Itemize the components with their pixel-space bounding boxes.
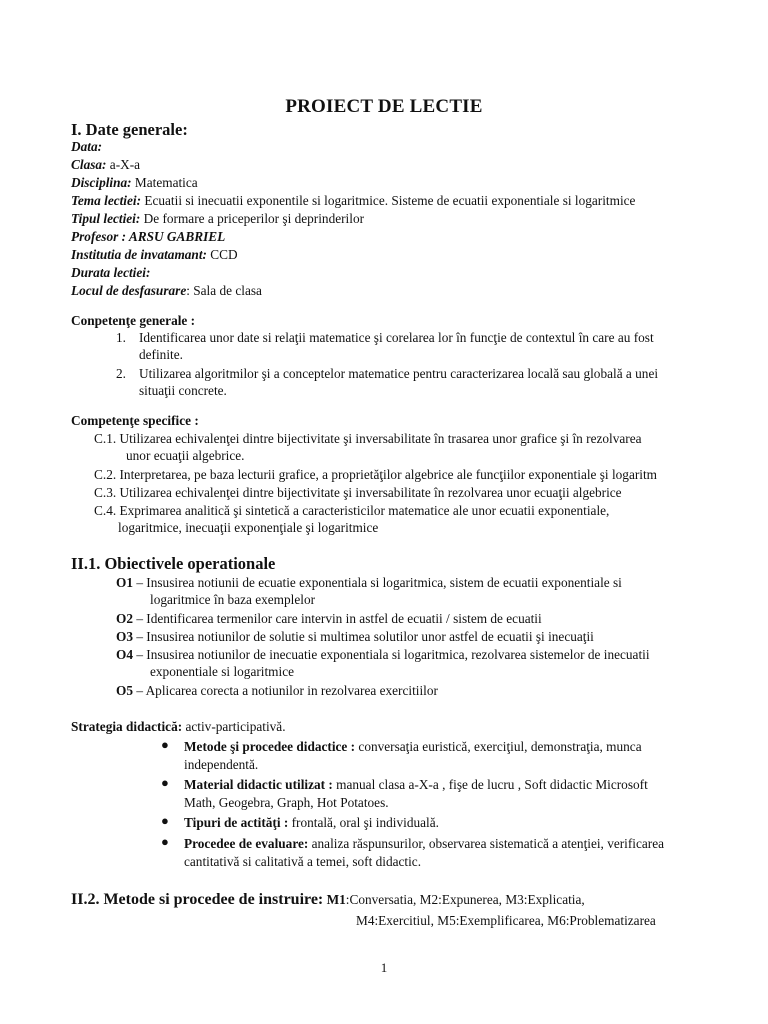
objective-o3: O3 – Insusirea notiunilor de solutie si multimea solutilor unor astfel de ecuatii şi inecuaţii [116, 629, 594, 644]
field-label: Durata lectiei: [71, 265, 151, 280]
bullet-icon: ● [161, 775, 169, 790]
field-locul [71, 282, 262, 299]
methods-heading: II.2. Metode si procedee de instruire: M1:Conversatia, M2:Expunerea, M3:Explicatia, [71, 891, 585, 908]
page-title: PROIECT DE LECTIE [285, 96, 483, 117]
strategy-bullet-continuation: independentă. [184, 757, 259, 772]
objective-o4-continuation: exponentiale si logaritmice [150, 664, 294, 679]
field-data [71, 138, 102, 155]
strategy-bullet-continuation: Math, Geogebra, Graph, Hot Potatoes. [184, 795, 389, 810]
field-label: Tipul lectiei: [71, 211, 141, 226]
field-label: Clasa: [71, 157, 107, 172]
competenta-c1-continuation: unor ecuaţii algebrice. [126, 448, 245, 463]
list-item: Identificarea unor date si relaţii matematice şi corelarea lor în funcţie de contextul în care au fost [139, 330, 654, 345]
strategy-bullet: Material didactic utilizat : manual clasa a-X-a , fişe de lucru , Soft didactic Microsoft [184, 777, 648, 792]
field-value: CCD [206, 247, 238, 262]
competente-generale-heading: Conpetenţe generale : [71, 313, 196, 328]
field-value: : Sala de clasa [186, 283, 262, 298]
field-value: De formare a priceperilor şi deprinderilor [140, 211, 365, 226]
strategy-bullet-continuation: cantitativă si calitativă a temei, soft didactic. [184, 854, 422, 869]
field-tema [71, 192, 635, 209]
bullet-icon: ● [161, 813, 169, 828]
page-number: 1 [380, 960, 388, 975]
field-label: Tema lectiei: [71, 193, 142, 208]
field-disciplina [71, 174, 198, 191]
field-value: a-X-a [106, 157, 141, 172]
objective-o1: O1 – Insusirea notiunii de ecuatie exponentiala si logaritmica, sistem de ecuatii exponentiale si [116, 575, 622, 590]
list-item: Utilizarea algoritmilor şi a conceptelor matematice pentru caracterizarea locală sau globală a unei [139, 366, 659, 381]
objective-o1-continuation: logaritmice în baza exemplelor [150, 592, 316, 607]
strategy-bullet: Metode şi procedee didactice : conversaţia euristică, exerciţiul, demonstraţia, munca [184, 739, 642, 754]
bullet-icon: ● [161, 737, 169, 752]
field-value: Ecuatii si inecuatii exponentile si logaritmice. Sisteme de ecuatii exponentiale si logaritmice [141, 193, 636, 208]
field-institutia [71, 246, 238, 263]
section-heading-date-generale: I. Date generale: [71, 120, 188, 139]
list-item-number: 1. [116, 330, 126, 345]
list-item-continuation: situaţii concrete. [139, 383, 227, 398]
strategy-line: Strategia didactică: activ-participativă. [71, 719, 286, 734]
field-label: Disciplina: [71, 175, 132, 190]
objective-o5: O5 – Aplicarea corecta a notiunilor in rezolvarea exercitiilor [116, 683, 438, 698]
field-value: Matematica [131, 175, 198, 190]
section-heading-obiective: II.1. Obiectivele operationale [71, 554, 276, 573]
objective-o2: O2 – Identificarea termenilor care intervin in astfel de ecuatii / sistem de ecuatii [116, 611, 542, 626]
strategy-bullet: Procedee de evaluare: analiza răspunsurilor, observarea sistematică a atenţiei, verificarea [184, 836, 665, 851]
methods-continuation: M4:Exercitiul, M5:Exemplificarea, M6:Problematizarea [356, 913, 656, 928]
field-clasa [71, 156, 140, 173]
bullet-icon: ● [161, 834, 169, 849]
competente-specifice-heading: Competenţe specifice : [71, 413, 199, 428]
competenta-c1: C.1. Utilizarea echivalenţei dintre bijectivitate şi inversabilitate în trasarea unor grafice şi în rezolvarea [94, 431, 642, 446]
field-durata [71, 264, 150, 281]
objective-o4: O4 – Insusirea notiunilor de inecuatie exponentiala si logaritmica, rezolvarea sistemelor de inecuatii [116, 647, 650, 662]
field-label: Data: [71, 139, 103, 154]
competenta-c4: C.4. Exprimarea analitică şi sintetică a caracteristicilor matematice ale unor ecuatii exponentiale, [94, 503, 610, 518]
competenta-c4-continuation: logaritmice, inecuaţii exponenţiale şi logaritmice [118, 520, 379, 535]
competenta-c2: C.2. Interpretarea, pe baza lecturii grafice, a proprietăţilor algebrice ale funcţiilor exponentiale şi logaritm [94, 467, 658, 482]
field-label: Profesor : ARSU GABRIEL [71, 229, 226, 244]
field-tipul [71, 210, 364, 227]
competenta-c3: C.3. Utilizarea echivalenţei dintre bijectivitate şi inversabilitate în rezolvarea unor ecuaţii algebrice [94, 485, 622, 500]
strategy-bullet: Tipuri de actităţi : frontală, oral şi individuală. [184, 815, 439, 830]
list-item-number: 2. [116, 366, 126, 381]
field-label: Locul de desfasurare [71, 283, 187, 298]
field-profesor [71, 228, 225, 245]
field-label: Institutia de invatamant: [71, 247, 207, 262]
list-item-continuation: definite. [139, 347, 183, 362]
